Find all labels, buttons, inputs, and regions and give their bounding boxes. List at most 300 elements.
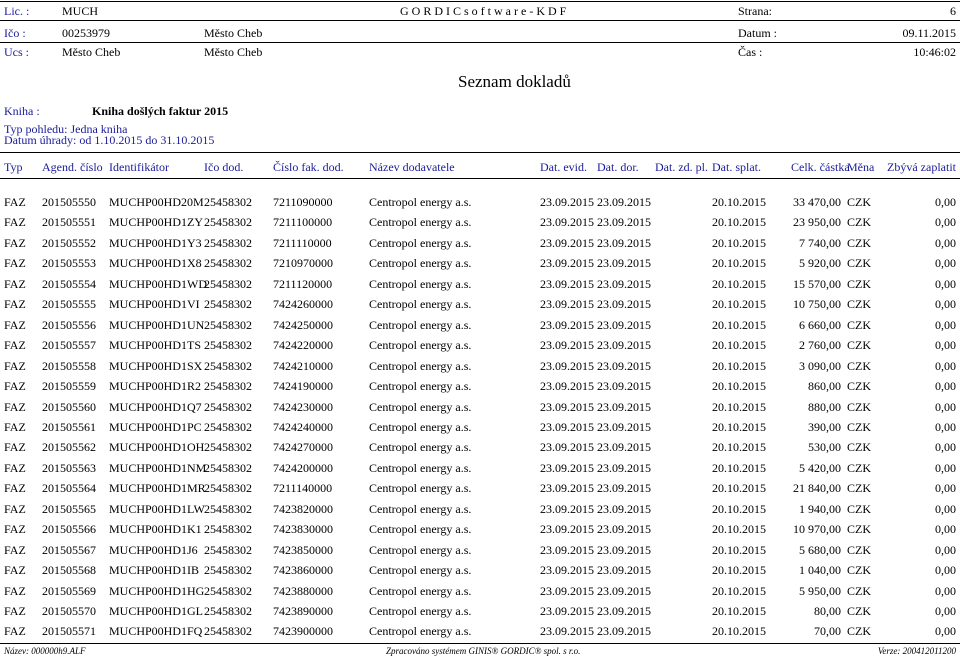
cell-dat-dor: 23.09.2015 xyxy=(597,440,651,455)
cell-mena: CZK xyxy=(847,399,871,414)
col-cislo-fak-dod: Číslo fak. dod. xyxy=(273,160,344,174)
cell-dat-splat: 20.10.2015 xyxy=(712,215,766,230)
cell-nazev: Centropol energy a.s. xyxy=(369,440,472,455)
cell-cislo-fak: 7424270000 xyxy=(273,440,333,455)
cell-zbyva: 0,00 xyxy=(935,419,956,434)
cell-mena: CZK xyxy=(847,522,871,537)
cell-agend: 201505554 xyxy=(42,276,96,291)
cell-dat-dor: 23.09.2015 xyxy=(597,604,651,618)
cell-ico: 25458302 xyxy=(204,481,252,496)
cell-cislo-fak: 7424200000 xyxy=(273,460,333,475)
cell-dat-evid: 23.09.2015 xyxy=(540,317,594,332)
table-row xyxy=(0,519,960,539)
cell-dat-dor: 23.09.2015 xyxy=(597,379,651,394)
cell-cislo-fak: 7423900000 xyxy=(273,624,333,639)
cell-agend: 201505568 xyxy=(42,563,96,578)
col-zbyva-zaplatit: Zbývá zaplatit xyxy=(887,160,956,174)
cell-typ: FAZ xyxy=(4,276,26,291)
cell-typ: FAZ xyxy=(4,604,26,618)
cell-ico: 25458302 xyxy=(204,624,252,639)
cell-mena: CZK xyxy=(847,276,871,291)
cell-cislo-fak: 7424240000 xyxy=(273,419,333,434)
cell-agend: 201505569 xyxy=(42,583,96,598)
cell-castka: 6 660,00 xyxy=(799,317,841,332)
cell-mena: CZK xyxy=(847,481,871,496)
cell-mena: CZK xyxy=(847,235,871,250)
cell-dat-dor: 23.09.2015 xyxy=(597,338,651,353)
cell-ident: MUCHP00HD1IB xyxy=(109,563,200,578)
page-label: Strana: xyxy=(738,4,772,18)
cell-mena: CZK xyxy=(847,563,871,578)
cell-nazev: Centropol energy a.s. xyxy=(369,256,472,271)
cell-dat-dor: 23.09.2015 xyxy=(597,460,651,475)
cell-dat-evid: 23.09.2015 xyxy=(540,297,594,312)
cell-typ: FAZ xyxy=(4,317,26,332)
cell-typ: FAZ xyxy=(4,522,26,537)
cell-dat-dor: 23.09.2015 xyxy=(597,256,651,271)
ucs-value: Město Cheb xyxy=(62,45,121,59)
cell-mena: CZK xyxy=(847,604,871,618)
cell-nazev: Centropol energy a.s. xyxy=(369,501,472,516)
cell-agend: 201505557 xyxy=(42,338,96,353)
lic-value: MUCH xyxy=(62,4,99,18)
cell-cislo-fak: 7211090000 xyxy=(273,195,333,209)
cell-agend: 201505562 xyxy=(42,440,96,455)
time-label: Čas : xyxy=(738,45,763,59)
cell-cislo-fak: 7424210000 xyxy=(273,358,333,373)
report-title: Seznam dokladů xyxy=(458,72,571,91)
cell-ident: MUCHP00HD1GL xyxy=(109,604,204,618)
cell-dat-splat: 20.10.2015 xyxy=(712,338,766,353)
cell-agend: 201505570 xyxy=(42,604,96,618)
cell-ico: 25458302 xyxy=(204,542,252,557)
cell-ident: MUCHP00HD1K1 xyxy=(109,522,202,537)
table-row xyxy=(0,437,960,457)
ico-label: Ičo : xyxy=(4,26,26,40)
cell-ico: 25458302 xyxy=(204,522,252,537)
cell-ico: 25458302 xyxy=(204,276,252,291)
cell-agend: 201505555 xyxy=(42,297,96,312)
table-row xyxy=(0,212,960,232)
cell-dat-evid: 23.09.2015 xyxy=(540,419,594,434)
table-row xyxy=(0,376,960,396)
col-celk-castka: Celk. částka xyxy=(791,160,850,174)
cell-typ: FAZ xyxy=(4,583,26,598)
table-row xyxy=(0,397,960,417)
cell-mena: CZK xyxy=(847,338,871,353)
header-top-rule xyxy=(0,1,960,2)
footer-rule xyxy=(0,643,960,644)
cell-dat-dor: 23.09.2015 xyxy=(597,195,651,209)
cell-ico: 25458302 xyxy=(204,604,252,618)
ucs-label: Ucs : xyxy=(4,45,29,59)
cell-zbyva: 0,00 xyxy=(935,338,956,353)
cell-dat-dor: 23.09.2015 xyxy=(597,235,651,250)
cell-mena: CZK xyxy=(847,460,871,475)
date-label: Datum : xyxy=(738,26,777,40)
table-row xyxy=(0,417,960,437)
cell-typ: FAZ xyxy=(4,440,26,455)
cell-mena: CZK xyxy=(847,256,871,271)
cell-nazev: Centropol energy a.s. xyxy=(369,481,472,496)
cell-cislo-fak: 7210970000 xyxy=(273,256,333,271)
cell-dat-evid: 23.09.2015 xyxy=(540,624,594,639)
cell-dat-evid: 23.09.2015 xyxy=(540,481,594,496)
cell-typ: FAZ xyxy=(4,501,26,516)
cell-dat-dor: 23.09.2015 xyxy=(597,542,651,557)
cell-dat-evid: 23.09.2015 xyxy=(540,338,594,353)
cell-dat-splat: 20.10.2015 xyxy=(712,501,766,516)
cell-typ: FAZ xyxy=(4,256,26,271)
cell-ident: MUCHP00HD1HG xyxy=(109,583,205,598)
cell-dat-dor: 23.09.2015 xyxy=(597,215,651,230)
payment-date-range: Datum úhrady: od 1.10.2015 do 31.10.2015 xyxy=(4,133,215,147)
cell-cislo-fak: 7424250000 xyxy=(273,317,333,332)
cell-dat-dor: 23.09.2015 xyxy=(597,399,651,414)
cell-mena: CZK xyxy=(847,215,871,230)
cell-ico: 25458302 xyxy=(204,501,252,516)
ico-name: Město Cheb xyxy=(204,26,263,40)
cell-mena: CZK xyxy=(847,440,871,455)
cell-nazev: Centropol energy a.s. xyxy=(369,563,472,578)
table-row xyxy=(0,581,960,601)
kniha-value: Kniha došlých faktur 2015 xyxy=(92,104,229,118)
cell-dat-splat: 20.10.2015 xyxy=(712,379,766,394)
cell-agend: 201505550 xyxy=(42,195,96,209)
table-row xyxy=(0,315,960,335)
cell-nazev: Centropol energy a.s. xyxy=(369,604,472,618)
cell-ico: 25458302 xyxy=(204,235,252,250)
cell-agend: 201505565 xyxy=(42,501,96,516)
cell-agend: 201505564 xyxy=(42,481,96,496)
cell-zbyva: 0,00 xyxy=(935,542,956,557)
cell-zbyva: 0,00 xyxy=(935,235,956,250)
footer-version: Verze: 200412011200 xyxy=(877,646,956,656)
cell-nazev: Centropol energy a.s. xyxy=(369,358,472,373)
cell-typ: FAZ xyxy=(4,297,26,312)
cell-ico: 25458302 xyxy=(204,358,252,373)
cell-dat-evid: 23.09.2015 xyxy=(540,563,594,578)
cell-castka: 3 090,00 xyxy=(799,358,841,373)
cell-castka: 530,00 xyxy=(808,440,841,455)
cell-mena: CZK xyxy=(847,358,871,373)
col-dat-dor: Dat. dor. xyxy=(597,160,639,174)
cell-dat-evid: 23.09.2015 xyxy=(540,460,594,475)
cell-agend: 201505551 xyxy=(42,215,96,230)
cell-castka: 23 950,00 xyxy=(793,215,841,230)
cell-dat-evid: 23.09.2015 xyxy=(540,276,594,291)
cell-castka: 21 840,00 xyxy=(793,481,841,496)
cell-dat-splat: 20.10.2015 xyxy=(712,563,766,578)
cell-ident: MUCHP00HD1MR xyxy=(109,481,206,496)
cell-zbyva: 0,00 xyxy=(935,195,956,209)
cell-dat-dor: 23.09.2015 xyxy=(597,481,651,496)
cell-castka: 10 970,00 xyxy=(793,522,841,537)
cell-cislo-fak: 7423860000 xyxy=(273,563,333,578)
cell-cislo-fak: 7423850000 xyxy=(273,542,333,557)
cell-ident: MUCHP00HD1NM xyxy=(109,460,207,475)
cell-nazev: Centropol energy a.s. xyxy=(369,624,472,639)
col-mena: Měna xyxy=(847,160,875,174)
cell-nazev: Centropol energy a.s. xyxy=(369,460,472,475)
page-number: 6 xyxy=(950,4,956,18)
cell-mena: CZK xyxy=(847,624,871,639)
cell-agend: 201505561 xyxy=(42,419,96,434)
cell-castka: 80,00 xyxy=(814,604,841,618)
cell-agend: 201505556 xyxy=(42,317,96,332)
cell-zbyva: 0,00 xyxy=(935,358,956,373)
cell-ident: MUCHP00HD20M xyxy=(109,195,204,209)
cell-cislo-fak: 7423830000 xyxy=(273,522,333,537)
cell-mena: CZK xyxy=(847,542,871,557)
cell-typ: FAZ xyxy=(4,195,26,209)
cell-ico: 25458302 xyxy=(204,215,252,230)
cell-agend: 201505560 xyxy=(42,399,96,414)
company-name: G O R D I C s o f t w a r e - K D F xyxy=(400,4,567,18)
cell-dat-evid: 23.09.2015 xyxy=(540,256,594,271)
cell-cislo-fak: 7423890000 xyxy=(273,604,333,618)
cell-castka: 390,00 xyxy=(808,419,841,434)
cell-dat-dor: 23.09.2015 xyxy=(597,501,651,516)
ico-value: 00253979 xyxy=(62,26,110,40)
cell-castka: 10 750,00 xyxy=(793,297,841,312)
cell-cislo-fak: 7211110000 xyxy=(273,235,332,250)
cell-dat-evid: 23.09.2015 xyxy=(540,542,594,557)
cell-zbyva: 0,00 xyxy=(935,317,956,332)
table-row xyxy=(0,540,960,560)
cell-mena: CZK xyxy=(847,379,871,394)
cell-zbyva: 0,00 xyxy=(935,215,956,230)
date-value: 09.11.2015 xyxy=(902,26,956,40)
cell-nazev: Centropol energy a.s. xyxy=(369,276,472,291)
cell-mena: CZK xyxy=(847,419,871,434)
cell-castka: 70,00 xyxy=(814,624,841,639)
cell-dat-dor: 23.09.2015 xyxy=(597,583,651,598)
header-rule-1 xyxy=(0,20,960,21)
cell-ico: 25458302 xyxy=(204,563,252,578)
cell-cislo-fak: 7423820000 xyxy=(273,501,333,516)
cell-zbyva: 0,00 xyxy=(935,399,956,414)
cell-ico: 25458302 xyxy=(204,256,252,271)
cell-cislo-fak: 7211120000 xyxy=(273,276,333,291)
ucs-name: Město Cheb xyxy=(204,45,263,59)
cell-dat-evid: 23.09.2015 xyxy=(540,235,594,250)
time-value: 10:46:02 xyxy=(913,45,956,59)
table-row xyxy=(0,253,960,273)
cell-dat-dor: 23.09.2015 xyxy=(597,358,651,373)
cell-dat-evid: 23.09.2015 xyxy=(540,379,594,394)
cell-cislo-fak: 7424220000 xyxy=(273,338,333,353)
cell-agend: 201505558 xyxy=(42,358,96,373)
cell-castka: 5 680,00 xyxy=(799,542,841,557)
cell-agend: 201505559 xyxy=(42,379,96,394)
cell-ident: MUCHP00HD1FQ xyxy=(109,624,203,639)
cell-dat-splat: 20.10.2015 xyxy=(712,235,766,250)
cell-ico: 25458302 xyxy=(204,583,252,598)
footer-system: Zpracováno systémem GINIS® GORDIC® spol. s r.o. xyxy=(386,646,581,656)
cell-dat-evid: 23.09.2015 xyxy=(540,604,594,618)
cell-zbyva: 0,00 xyxy=(935,256,956,271)
cell-castka: 7 740,00 xyxy=(799,235,841,250)
cell-mena: CZK xyxy=(847,195,871,209)
col-dat-zd-pl: Dat. zd. pl. xyxy=(655,160,708,174)
cell-dat-splat: 20.10.2015 xyxy=(712,583,766,598)
cell-zbyva: 0,00 xyxy=(935,276,956,291)
cell-cislo-fak: 7211100000 xyxy=(273,215,333,230)
cell-castka: 1 040,00 xyxy=(799,563,841,578)
cell-zbyva: 0,00 xyxy=(935,624,956,639)
cell-mena: CZK xyxy=(847,317,871,332)
cell-castka: 33 470,00 xyxy=(793,195,841,209)
cell-zbyva: 0,00 xyxy=(935,440,956,455)
cell-nazev: Centropol energy a.s. xyxy=(369,583,472,598)
cell-agend: 201505553 xyxy=(42,256,96,271)
cell-dat-splat: 20.10.2015 xyxy=(712,481,766,496)
cell-nazev: Centropol energy a.s. xyxy=(369,297,472,312)
cell-ident: MUCHP00HD1UN xyxy=(109,317,205,332)
col-dat-evid: Dat. evid. xyxy=(540,160,587,174)
cell-dat-dor: 23.09.2015 xyxy=(597,419,651,434)
lic-label: Lic. : xyxy=(4,4,30,18)
cell-typ: FAZ xyxy=(4,481,26,496)
cell-ident: MUCHP00HD1VI xyxy=(109,297,200,312)
columns-bottom-rule xyxy=(0,178,960,179)
cell-zbyva: 0,00 xyxy=(935,297,956,312)
cell-ident: MUCHP00HD1J6 xyxy=(109,542,198,557)
cell-dat-dor: 23.09.2015 xyxy=(597,522,651,537)
cell-dat-dor: 23.09.2015 xyxy=(597,563,651,578)
cell-dat-splat: 20.10.2015 xyxy=(712,624,766,639)
cell-dat-splat: 20.10.2015 xyxy=(712,522,766,537)
cell-dat-evid: 23.09.2015 xyxy=(540,501,594,516)
cell-nazev: Centropol energy a.s. xyxy=(369,399,472,414)
columns-top-rule xyxy=(0,152,960,153)
cell-cislo-fak: 7424190000 xyxy=(273,379,333,394)
cell-ico: 25458302 xyxy=(204,195,252,209)
cell-castka: 5 920,00 xyxy=(799,256,841,271)
cell-dat-dor: 23.09.2015 xyxy=(597,297,651,312)
cell-castka: 880,00 xyxy=(808,399,841,414)
cell-dat-splat: 20.10.2015 xyxy=(712,399,766,414)
cell-zbyva: 0,00 xyxy=(935,604,956,618)
cell-nazev: Centropol energy a.s. xyxy=(369,215,472,230)
cell-dat-evid: 23.09.2015 xyxy=(540,399,594,414)
cell-ident: MUCHP00HD1Y3 xyxy=(109,235,202,250)
cell-castka: 2 760,00 xyxy=(799,338,841,353)
table-row xyxy=(0,478,960,498)
cell-agend: 201505563 xyxy=(42,460,96,475)
table-row xyxy=(0,294,960,314)
cell-dat-dor: 23.09.2015 xyxy=(597,317,651,332)
cell-nazev: Centropol energy a.s. xyxy=(369,542,472,557)
cell-ident: MUCHP00HD1TS xyxy=(109,338,202,353)
cell-zbyva: 0,00 xyxy=(935,481,956,496)
cell-nazev: Centropol energy a.s. xyxy=(369,522,472,537)
cell-castka: 5 420,00 xyxy=(799,460,841,475)
cell-typ: FAZ xyxy=(4,563,26,578)
cell-dat-splat: 20.10.2015 xyxy=(712,256,766,271)
cell-dat-evid: 23.09.2015 xyxy=(540,583,594,598)
cell-dat-evid: 23.09.2015 xyxy=(540,195,594,209)
cell-agend: 201505567 xyxy=(42,542,96,557)
col-nazev-dodavatele: Název dodavatele xyxy=(369,160,455,174)
view-type: Typ pohledu: Jedna kniha xyxy=(4,122,128,136)
cell-dat-splat: 20.10.2015 xyxy=(712,195,766,209)
cell-castka: 860,00 xyxy=(808,379,841,394)
cell-cislo-fak: 7211140000 xyxy=(273,481,333,496)
cell-typ: FAZ xyxy=(4,358,26,373)
cell-ico: 25458302 xyxy=(204,379,252,394)
cell-agend: 201505571 xyxy=(42,624,96,639)
cell-ident: MUCHP00HD1X8 xyxy=(109,256,202,271)
cell-ico: 25458302 xyxy=(204,297,252,312)
table-row xyxy=(0,335,960,355)
cell-dat-splat: 20.10.2015 xyxy=(712,276,766,291)
cell-ident: MUCHP00HD1Q7 xyxy=(109,399,202,414)
cell-typ: FAZ xyxy=(4,379,26,394)
cell-ident: MUCHP00HD1ZY xyxy=(109,215,204,230)
cell-ico: 25458302 xyxy=(204,460,252,475)
cell-zbyva: 0,00 xyxy=(935,501,956,516)
cell-ico: 25458302 xyxy=(204,440,252,455)
cell-dat-splat: 20.10.2015 xyxy=(712,419,766,434)
cell-ident: MUCHP00HD1SX xyxy=(109,358,203,373)
cell-ident: MUCHP00HD1OH xyxy=(109,440,205,455)
kniha-label: Kniha : xyxy=(4,104,40,118)
col-dat-splat: Dat. splat. xyxy=(712,160,761,174)
cell-nazev: Centropol energy a.s. xyxy=(369,338,472,353)
cell-typ: FAZ xyxy=(4,419,26,434)
footer-file-name: Název: 000000h9.ALF xyxy=(4,646,86,656)
header-rule-2 xyxy=(0,42,960,43)
cell-dat-splat: 20.10.2015 xyxy=(712,358,766,373)
cell-dat-dor: 23.09.2015 xyxy=(597,276,651,291)
cell-castka: 5 950,00 xyxy=(799,583,841,598)
cell-ident: MUCHP00HD1R2 xyxy=(109,379,202,394)
cell-nazev: Centropol energy a.s. xyxy=(369,379,472,394)
cell-ident: MUCHP00HD1LW xyxy=(109,501,205,516)
cell-dat-splat: 20.10.2015 xyxy=(712,297,766,312)
cell-castka: 15 570,00 xyxy=(793,276,841,291)
cell-ico: 25458302 xyxy=(204,317,252,332)
cell-zbyva: 0,00 xyxy=(935,460,956,475)
cell-dat-evid: 23.09.2015 xyxy=(540,522,594,537)
cell-cislo-fak: 7424260000 xyxy=(273,297,333,312)
cell-agend: 201505566 xyxy=(42,522,96,537)
cell-ico: 25458302 xyxy=(204,399,252,414)
cell-zbyva: 0,00 xyxy=(935,563,956,578)
col-identifikator: Identifikátor xyxy=(109,160,169,174)
cell-zbyva: 0,00 xyxy=(935,583,956,598)
cell-dat-splat: 20.10.2015 xyxy=(712,542,766,557)
cell-zbyva: 0,00 xyxy=(935,379,956,394)
col-agend-cislo: Agend. číslo xyxy=(42,160,103,174)
cell-mena: CZK xyxy=(847,297,871,312)
col-ico-dod: Ičo dod. xyxy=(204,160,244,174)
cell-typ: FAZ xyxy=(4,399,26,414)
cell-dat-evid: 23.09.2015 xyxy=(540,440,594,455)
cell-agend: 201505552 xyxy=(42,235,96,250)
cell-nazev: Centropol energy a.s. xyxy=(369,235,472,250)
cell-nazev: Centropol energy a.s. xyxy=(369,419,472,434)
table-row xyxy=(0,356,960,376)
cell-ident: MUCHP00HD1WD xyxy=(109,276,208,291)
cell-dat-splat: 20.10.2015 xyxy=(712,440,766,455)
cell-typ: FAZ xyxy=(4,338,26,353)
cell-typ: FAZ xyxy=(4,460,26,475)
cell-mena: CZK xyxy=(847,583,871,598)
table-row xyxy=(0,560,960,580)
